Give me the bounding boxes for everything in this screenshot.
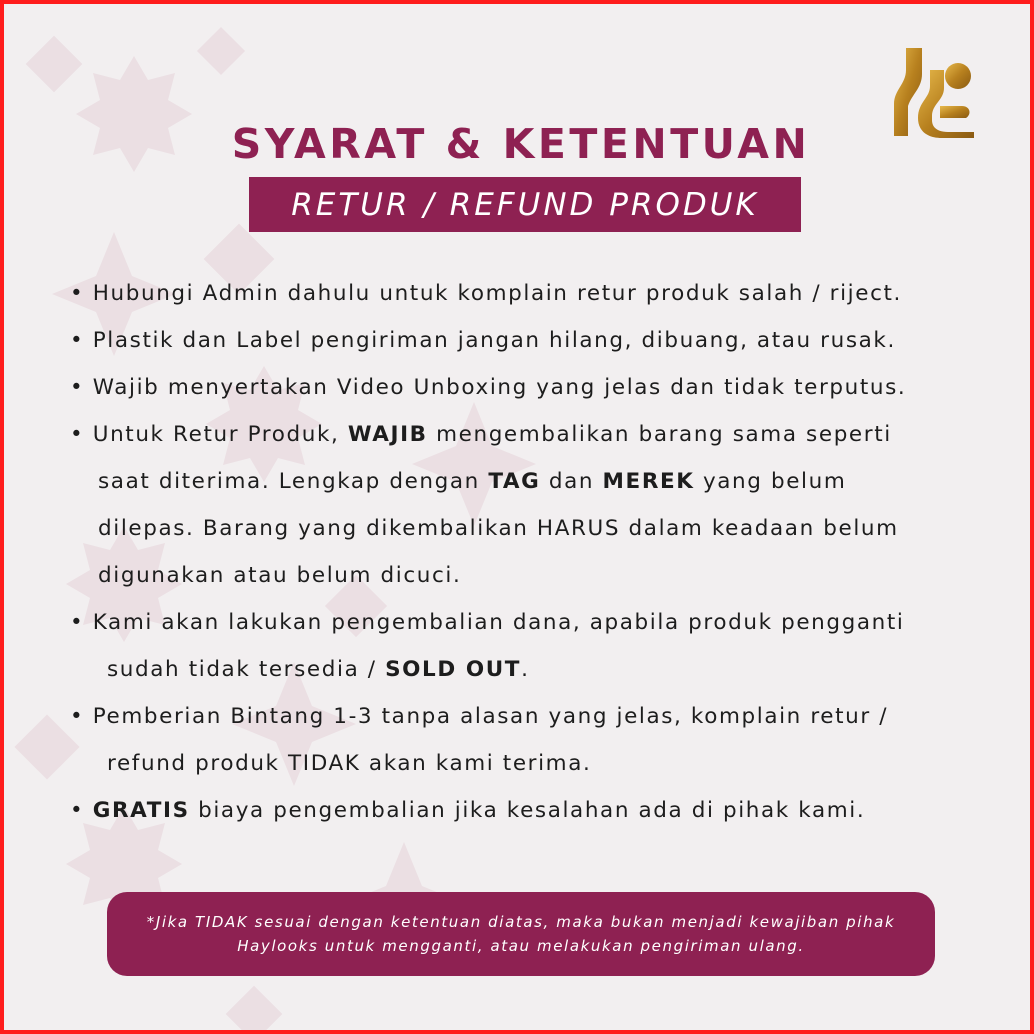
term-text: Plastik dan Label pengiriman jangan hilang, dibuang, atau rusak. — [92, 328, 896, 353]
term-emphasis: WAJIB — [347, 422, 428, 447]
bullet: • — [70, 375, 85, 400]
bullet: • — [70, 704, 85, 729]
pattern-diamond — [26, 36, 83, 93]
term-text: dan — [540, 469, 603, 494]
term-text: digunakan atau belum dicuci. — [98, 563, 462, 588]
term-text: . — [521, 657, 530, 682]
term-item — [70, 693, 1010, 787]
disclaimer-line: Haylooks untuk mengganti, atau melakukan pengiriman ulang. — [237, 937, 805, 955]
term-text: mengembalikan barang sama seperti — [427, 422, 892, 447]
term-line — [70, 317, 1010, 364]
term-text: refund produk TIDAK akan kami terima. — [107, 751, 592, 776]
term-text: Pemberian Bintang 1-3 tanpa alasan yang jelas, komplain retur / — [92, 704, 889, 729]
subtitle-text: RETUR / REFUND PRODUK — [291, 186, 759, 223]
pattern-diamond — [197, 27, 245, 75]
bullet: • — [70, 281, 85, 306]
term-line — [70, 411, 1010, 458]
pattern-diamond — [226, 986, 283, 1034]
term-text: Wajib menyertakan Video Unboxing yang jelas dan tidak terputus. — [92, 375, 907, 400]
term-item — [70, 270, 1010, 317]
bullet: • — [70, 798, 85, 823]
term-line — [70, 364, 1010, 411]
term-emphasis: MEREK — [602, 469, 695, 494]
term-line — [70, 458, 1010, 505]
page-title: SYARAT & KETENTUAN — [231, 120, 811, 168]
term-text: Hubungi Admin dahulu untuk komplain retur produk salah / riject. — [92, 281, 902, 306]
term-line — [70, 505, 1010, 552]
term-item — [70, 364, 1010, 411]
term-line — [70, 599, 1010, 646]
bullet: • — [70, 328, 85, 353]
term-text: biaya pengembalian jika kesalahan ada di pihak kami. — [189, 798, 866, 823]
bullet: • — [70, 422, 85, 447]
term-line — [70, 693, 1010, 740]
subtitle-banner — [249, 177, 801, 232]
term-line — [70, 552, 1010, 599]
term-text: Kami akan lakukan pengembalian dana, apabila produk pengganti — [92, 610, 905, 635]
term-line — [70, 787, 1010, 834]
term-emphasis: TAG — [488, 469, 541, 494]
term-text: saat diterima. Lengkap dengan — [98, 469, 489, 494]
term-item — [70, 317, 1010, 364]
bullet: • — [70, 610, 85, 635]
terms-list — [70, 270, 1010, 834]
term-line — [70, 646, 1010, 693]
disclaimer-note — [107, 892, 935, 976]
term-text: sudah tidak tersedia / — [107, 657, 386, 682]
term-text: dilepas. Barang yang dikembalikan HARUS dalam keadaan belum — [98, 516, 899, 541]
term-item — [70, 411, 1010, 599]
term-line — [70, 270, 1010, 317]
term-item — [70, 787, 1010, 834]
term-item — [70, 599, 1010, 693]
term-emphasis: SOLD OUT — [385, 657, 522, 682]
disclaimer-line: *Jika TIDAK sesuai dengan ketentuan diatas, maka bukan menjadi kewajiban pihak — [146, 913, 896, 931]
term-line — [70, 740, 1010, 787]
term-emphasis: GRATIS — [92, 798, 190, 823]
term-text: Untuk Retur Produk, — [92, 422, 348, 447]
term-text: yang belum — [694, 469, 847, 494]
